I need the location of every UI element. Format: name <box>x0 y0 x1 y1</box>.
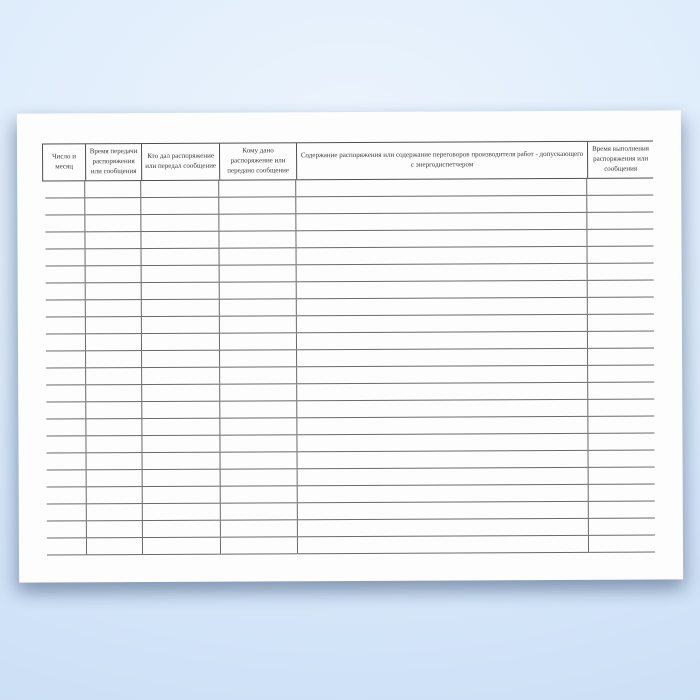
table-cell-order-receiver <box>220 333 297 349</box>
table-cell-execution-time <box>589 451 654 467</box>
table-cell-transmission-time <box>87 453 143 469</box>
table-cell-execution-time <box>588 383 653 399</box>
table-cell-order-content <box>297 434 588 451</box>
table-cell-order-giver <box>141 215 219 231</box>
table-cell-transmission-time <box>86 266 142 282</box>
table-cell-date-month <box>47 538 87 554</box>
table-cell-order-receiver <box>219 214 296 230</box>
table-cell-date-month <box>45 215 85 231</box>
table-cell-transmission-time <box>86 300 142 316</box>
column-header-order-receiver <box>220 143 297 179</box>
table-cell-date-month <box>47 487 87 503</box>
table-cell-execution-time <box>587 196 652 212</box>
table-cell-transmission-time <box>86 317 142 333</box>
table-cell-transmission-time <box>86 283 142 299</box>
table-cell-execution-time <box>588 366 653 382</box>
table-cell-date-month <box>46 317 86 333</box>
table-cell-transmission-time <box>85 181 141 197</box>
table-body <box>45 179 655 556</box>
table-cell-execution-time <box>589 519 654 535</box>
column-header-label: Время передачи распоряжения или сообщения <box>89 147 138 176</box>
table-cell-order-receiver <box>220 384 297 400</box>
table-cell-order-content <box>296 179 587 196</box>
table-cell-order-giver <box>142 300 220 316</box>
table-header-row <box>42 141 653 182</box>
table-cell-order-giver <box>143 453 221 469</box>
table-cell-order-receiver <box>220 248 297 264</box>
table-cell-execution-time <box>588 332 653 348</box>
table-cell-transmission-time <box>87 521 143 537</box>
table-cell-transmission-time <box>86 436 142 452</box>
column-header-label: Кто дал распоряжение или передал сообщение <box>145 151 217 170</box>
table-cell-order-content <box>297 298 588 315</box>
table-cell-order-giver <box>142 249 220 265</box>
table-cell-transmission-time <box>86 351 142 367</box>
table-cell-order-content <box>297 417 588 434</box>
column-header-execution-time <box>588 142 653 178</box>
table-cell-date-month <box>46 283 86 299</box>
table-cell-order-content <box>297 400 588 417</box>
table-cell-order-giver <box>143 470 221 486</box>
table-cell-order-giver <box>142 436 220 452</box>
dispatch-log-table <box>42 141 655 556</box>
table-cell-order-content <box>297 366 588 383</box>
table-cell-transmission-time <box>87 538 143 554</box>
table-cell-order-giver <box>143 487 221 503</box>
table-cell-date-month <box>46 351 86 367</box>
table-cell-order-receiver <box>219 180 296 196</box>
table-cell-execution-time <box>587 213 652 229</box>
table-cell-transmission-time <box>85 215 141 231</box>
table-cell-transmission-time <box>86 334 142 350</box>
table-cell-order-content <box>297 349 588 366</box>
table-cell-order-receiver <box>221 469 298 485</box>
table-cell-date-month <box>46 368 86 384</box>
table-cell-order-content <box>298 468 589 485</box>
table-cell-order-receiver <box>220 367 297 383</box>
table-cell-order-giver <box>142 317 220 333</box>
table-cell-transmission-time <box>86 249 142 265</box>
table-cell-date-month <box>45 181 85 197</box>
column-header-transmission-time <box>86 144 142 180</box>
table-cell-execution-time <box>587 179 652 195</box>
table-cell-order-receiver <box>221 486 298 502</box>
table-cell-order-receiver <box>220 316 297 332</box>
column-header-label: Число и месяц <box>52 152 77 171</box>
table-cell-execution-time <box>588 247 653 263</box>
table-row <box>47 536 655 556</box>
table-cell-order-giver <box>141 181 219 197</box>
table-cell-order-receiver <box>219 197 296 213</box>
table-cell-execution-time <box>588 349 653 365</box>
table-cell-date-month <box>46 436 86 452</box>
table-cell-order-receiver <box>219 231 296 247</box>
table-cell-order-receiver <box>220 350 297 366</box>
table-cell-transmission-time <box>86 402 142 418</box>
table-cell-execution-time <box>589 502 654 518</box>
column-header-label: Время выполнения распоряжения или сообщения <box>592 144 650 173</box>
table-cell-order-giver <box>142 419 220 435</box>
table-cell-order-giver <box>143 504 221 520</box>
table-cell-order-receiver <box>220 299 297 315</box>
table-cell-order-giver <box>141 198 219 214</box>
column-header-label: Кому дано распоряжение или передано сообщение <box>227 146 290 175</box>
table-cell-order-giver <box>143 521 221 537</box>
table-cell-order-giver <box>142 283 220 299</box>
table-cell-order-content <box>297 332 588 349</box>
table-cell-order-content <box>297 281 588 298</box>
table-cell-transmission-time <box>86 368 142 384</box>
table-cell-order-content <box>298 451 589 468</box>
table-cell-date-month <box>46 334 86 350</box>
column-header-order-giver <box>142 144 220 180</box>
table-cell-date-month <box>47 504 87 520</box>
table-cell-order-content <box>296 196 587 213</box>
table-cell-transmission-time <box>87 504 143 520</box>
table-cell-transmission-time <box>86 385 142 401</box>
table-cell-order-receiver <box>220 401 297 417</box>
table-cell-order-giver <box>142 385 220 401</box>
table-cell-execution-time <box>588 315 653 331</box>
table-cell-order-receiver <box>221 452 298 468</box>
column-header-label: Содержание распоряжения или содержание переговоров производителя работ - допускающего с энергодиспетчером <box>300 150 584 169</box>
table-cell-order-giver <box>142 334 220 350</box>
table-cell-date-month <box>45 198 85 214</box>
table-cell-order-giver <box>142 402 220 418</box>
table-cell-order-content <box>298 519 589 536</box>
table-cell-order-receiver <box>220 435 297 451</box>
table-cell-date-month <box>47 470 87 486</box>
table-cell-transmission-time <box>86 419 142 435</box>
table-cell-order-content <box>296 213 587 230</box>
table-cell-order-content <box>297 264 588 281</box>
table-cell-order-content <box>297 247 588 264</box>
table-cell-order-receiver <box>220 265 297 281</box>
table-cell-date-month <box>46 385 86 401</box>
table-cell-order-content <box>298 502 589 519</box>
table-cell-date-month <box>46 300 86 316</box>
table-cell-date-month <box>45 232 85 248</box>
table-cell-execution-time <box>588 298 653 314</box>
table-cell-order-receiver <box>220 282 297 298</box>
table-cell-transmission-time <box>85 198 141 214</box>
table-cell-transmission-time <box>87 487 143 503</box>
table-cell-execution-time <box>589 485 654 501</box>
document-sheet <box>17 110 683 582</box>
table-cell-transmission-time <box>87 470 143 486</box>
table-cell-date-month <box>46 249 86 265</box>
table-cell-date-month <box>46 419 86 435</box>
table-cell-order-receiver <box>220 418 297 434</box>
table-cell-order-content <box>296 230 587 247</box>
table-cell-order-content <box>297 315 588 332</box>
column-header-order-content <box>297 142 588 179</box>
table-cell-order-content <box>298 485 589 502</box>
table-cell-order-giver <box>142 351 220 367</box>
table-cell-date-month <box>46 402 86 418</box>
table-cell-execution-time <box>589 536 654 552</box>
table-cell-order-giver <box>141 232 219 248</box>
column-header-date-month <box>43 144 86 180</box>
table-cell-execution-time <box>587 230 652 246</box>
table-cell-order-receiver <box>221 537 298 553</box>
table-cell-order-receiver <box>221 520 298 536</box>
table-cell-execution-time <box>588 400 653 416</box>
table-cell-order-content <box>298 536 589 553</box>
table-cell-execution-time <box>588 281 653 297</box>
table-cell-execution-time <box>589 468 654 484</box>
table-cell-order-receiver <box>221 503 298 519</box>
table-cell-transmission-time <box>85 232 141 248</box>
table-cell-order-giver <box>142 368 220 384</box>
table-cell-execution-time <box>588 417 653 433</box>
table-cell-date-month <box>46 266 86 282</box>
table-cell-execution-time <box>588 264 653 280</box>
table-cell-date-month <box>47 521 87 537</box>
table-cell-date-month <box>47 453 87 469</box>
table-cell-execution-time <box>588 434 653 450</box>
table-cell-order-giver <box>142 266 220 282</box>
table-cell-order-content <box>297 383 588 400</box>
table-cell-order-giver <box>143 538 221 554</box>
